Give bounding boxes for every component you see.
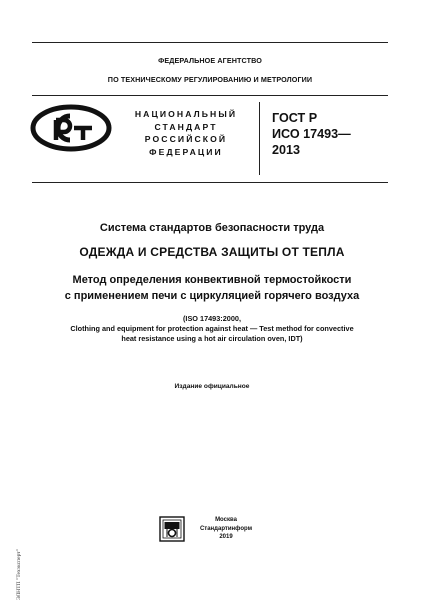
national-line-1: НАЦИОНАЛЬНЫЙ — [134, 109, 238, 119]
iso-line-3: heat resistance using a hot air circulation oven, IDT) — [121, 334, 303, 343]
national-line-3: РОССИЙСКОЙ — [144, 134, 228, 144]
publisher-city: Москва — [215, 517, 237, 523]
national-line-4: ФЕДЕРАЦИИ — [149, 146, 223, 157]
top-rule — [32, 42, 388, 43]
edition-label: Издание официальное — [174, 383, 250, 390]
iso-line-2: Clothing and equipment for protection against heat — Test method for convective — [70, 324, 354, 333]
block-divider — [32, 182, 388, 183]
gost-line-2: ИСО 17493— — [272, 127, 351, 141]
agency-line-2: ПО ТЕХНИЧЕСКОМУ РЕГУЛИРОВАНИЮ И МЕТРОЛОГИИ — [107, 75, 313, 84]
national-standard-label — [128, 108, 244, 158]
rst-certification-logo-icon — [30, 104, 112, 152]
side-watermark-text: ЭЛНТП "Техэксперт" — [16, 548, 22, 600]
gost-designation — [272, 110, 351, 158]
publisher-year: 2019 — [219, 534, 233, 540]
gost-line-3: 2013 — [272, 143, 301, 157]
iso-reference — [20, 314, 404, 344]
publisher-name: Стандартинформ — [199, 525, 253, 532]
vertical-divider — [259, 102, 260, 175]
method-line-1: Метод определения конвективной термостойкости — [72, 274, 352, 286]
gost-line-1: ГОСТ Р — [272, 111, 318, 125]
side-watermark — [2, 488, 26, 600]
agency-line-1: ФЕДЕРАЛЬНОЕ АГЕНТСТВО — [158, 56, 262, 65]
main-title: ОДЕЖДА И СРЕДСТВА ЗАЩИТЫ ОТ ТЕПЛА — [79, 245, 345, 259]
series-title: Система стандартов безопасности труда — [99, 222, 325, 234]
method-line-2: с применением печи с циркуляцией горячего воздуха — [64, 290, 360, 302]
header-divider — [32, 95, 388, 96]
standartinform-logo-icon — [159, 516, 185, 542]
national-line-2: СТАНДАРТ — [154, 121, 218, 132]
method-title — [20, 272, 404, 304]
iso-line-1: (ISO 17493:2000, — [182, 314, 241, 323]
publisher-info — [190, 516, 262, 542]
